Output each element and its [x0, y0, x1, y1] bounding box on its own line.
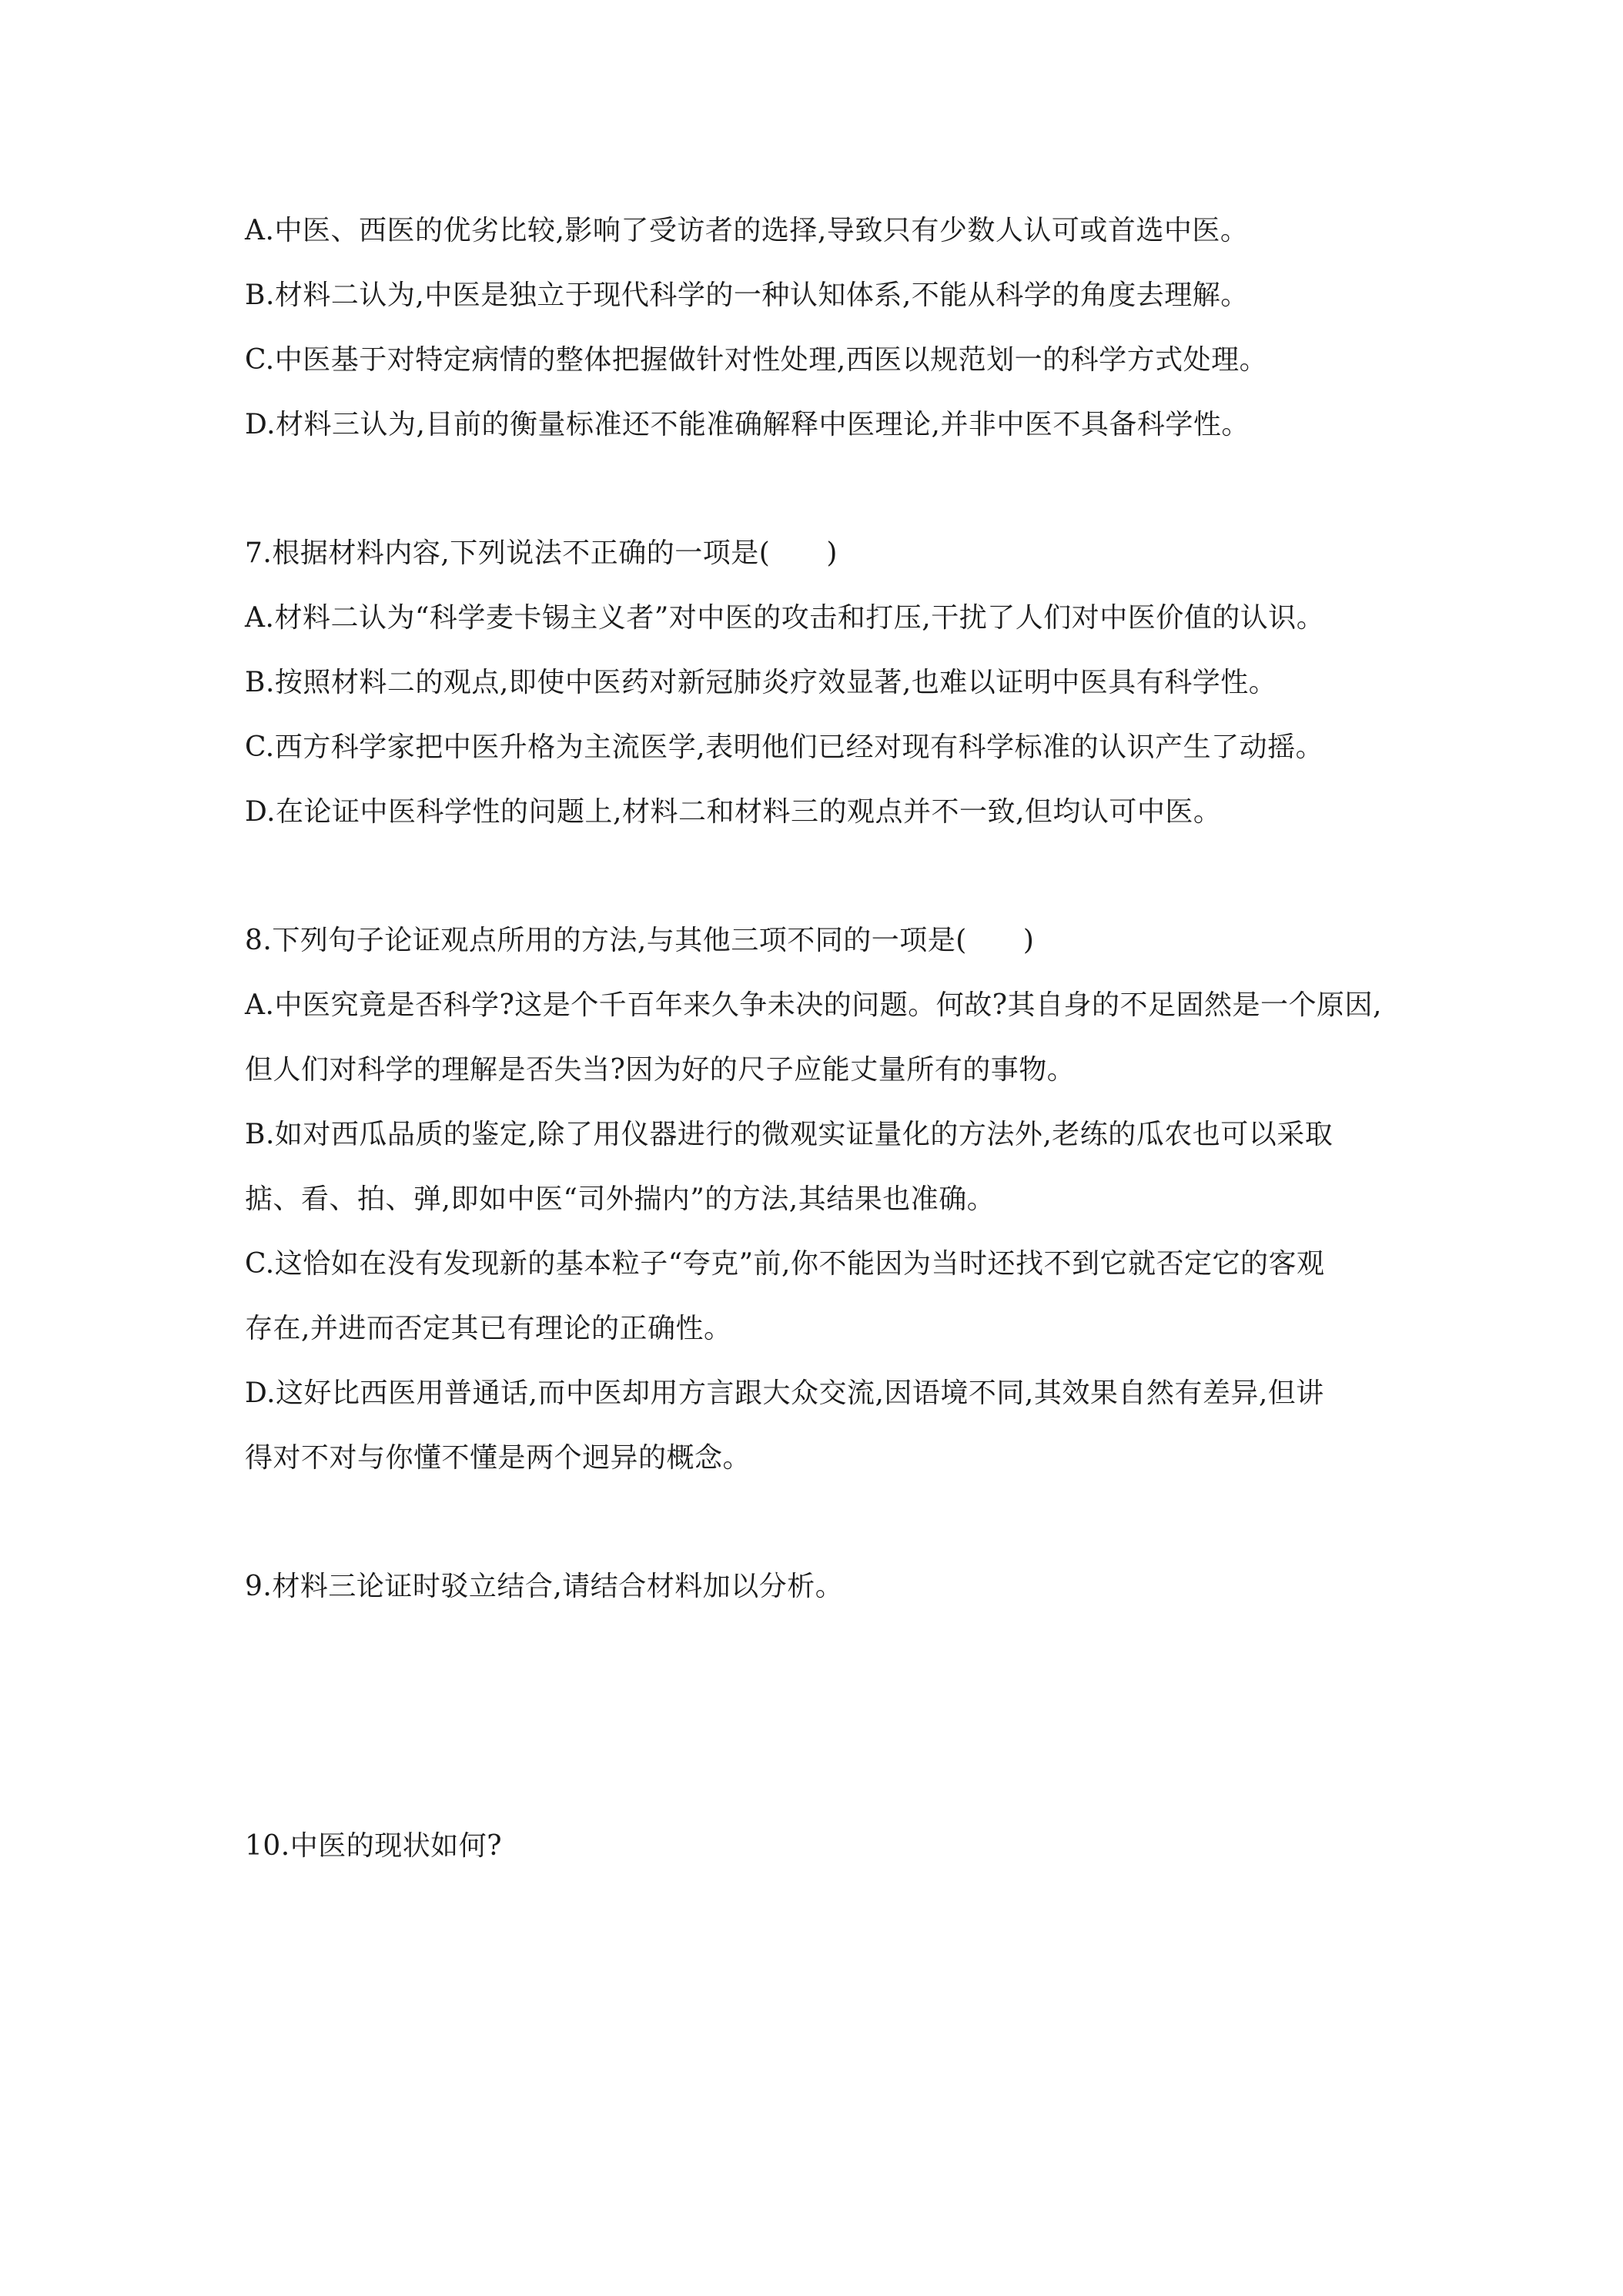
q7-option-d: D.在论证中医科学性的问题上,材料二和材料三的观点并不一致,但均认可中医。	[245, 796, 1222, 828]
q9-stem: 9.材料三论证时驳立结合,请结合材料加以分析。	[245, 1571, 844, 1602]
q8-option-b-line1: B.如对西瓜品质的鉴定,除了用仪器进行的微观实证量化的方法外,老练的瓜农也可以采取	[245, 1119, 1334, 1150]
q6-option-a: A.中医、西医的优劣比较,影响了受访者的选择,导致只有少数人认可或首选中医。	[245, 215, 1249, 246]
q7-stem: 7.根据材料内容,下列说法不正确的一项是( )	[245, 537, 838, 569]
q6-option-c: C.中医基于对特定病情的整体把握做针对性处理,西医以规范划一的科学方式处理。	[245, 344, 1268, 376]
q8-option-d-line2: 得对不对与你懂不懂是两个迥异的概念。	[245, 1442, 751, 1474]
q7-option-b: B.按照材料二的观点,即使中医药对新冠肺炎疗效显著,也难以证明中医具有科学性。	[245, 667, 1277, 698]
q8-option-b-line2: 掂、看、拍、弹,即如中医“司外揣内”的方法,其结果也准确。	[245, 1183, 996, 1215]
q7-option-a: A.材料二认为“科学麦卡锡主义者”对中医的攻击和打压,干扰了人们对中医价值的认识。	[245, 602, 1325, 634]
q8-option-c-line2: 存在,并进而否定其已有理论的正确性。	[245, 1313, 732, 1344]
q6-option-d: D.材料三认为,目前的衡量标准还不能准确解释中医理论,并非中医不具备科学性。	[245, 409, 1250, 440]
q8-option-a-line2: 但人们对科学的理解是否失当?因为好的尺子应能丈量所有的事物。	[245, 1054, 1076, 1086]
q8-option-a-line1: A.中医究竟是否科学?这是个千百年来久争未决的问题。何故?其自身的不足固然是一个原因,	[245, 989, 1382, 1021]
q6-option-b: B.材料二认为,中医是独立于现代科学的一种认知体系,不能从科学的角度去理解。	[245, 279, 1249, 311]
q8-stem: 8.下列句子论证观点所用的方法,与其他三项不同的一项是( )	[245, 925, 1035, 956]
q10-stem: 10.中医的现状如何?	[245, 1830, 503, 1862]
q8-option-d-line1: D.这好比西医用普通话,而中医却用方言跟大众交流,因语境不同,其效果自然有差异,但讲	[245, 1377, 1324, 1409]
q8-option-c-line1: C.这恰如在没有发现新的基本粒子“夸克”前,你不能因为当时还找不到它就否定它的客观	[245, 1248, 1325, 1280]
q7-option-c: C.西方科学家把中医升格为主流医学,表明他们已经对现有科学标准的认识产生了动摇。	[245, 731, 1324, 763]
